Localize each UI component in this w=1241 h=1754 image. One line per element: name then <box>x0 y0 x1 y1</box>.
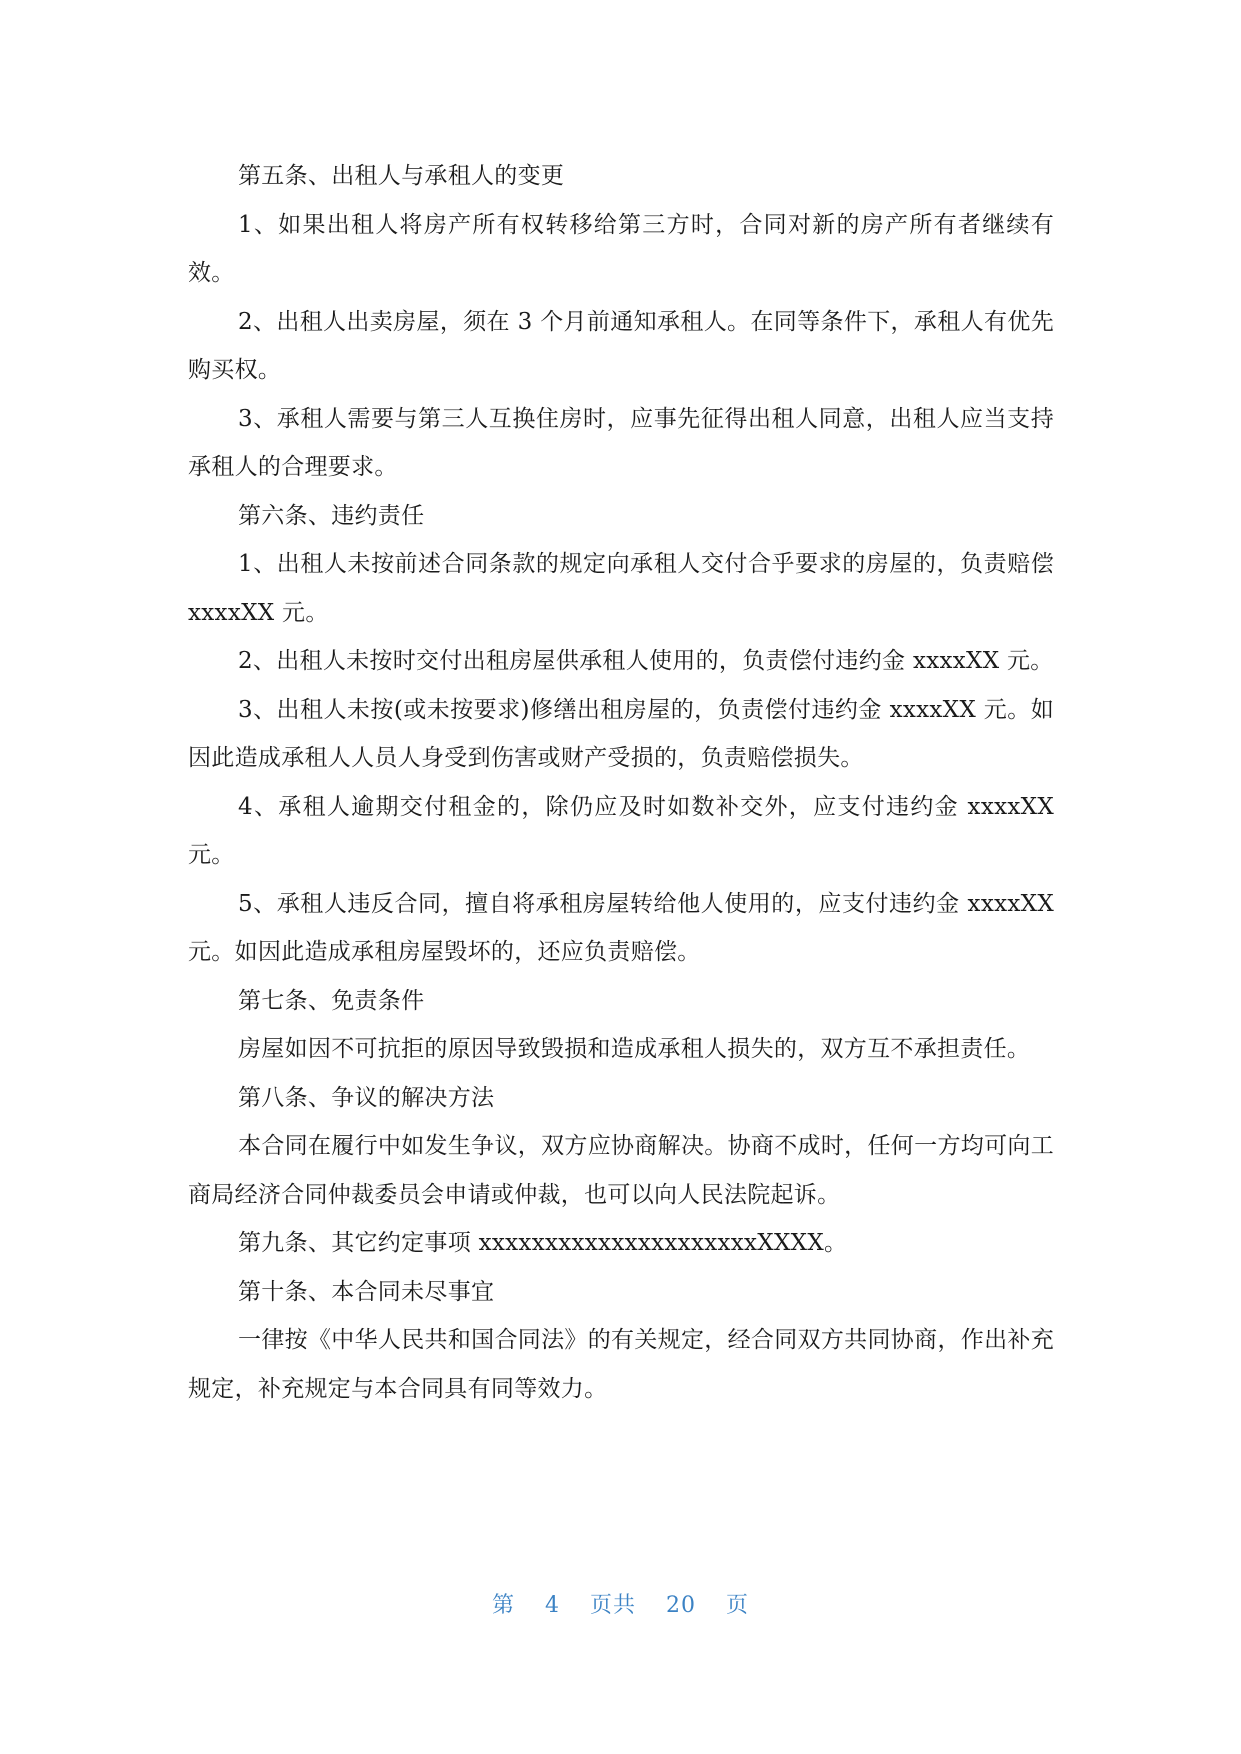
clause-paragraph: 5、承租人违反合同，擅自将承租房屋转给他人使用的，应支付违约金 xxxxXX 元。如因此造成承租房屋毁坏的，还应负责赔偿。 <box>188 890 1054 965</box>
section-heading-article-10: 第十条、本合同未尽事宜 <box>238 1278 495 1305</box>
section-heading-article-7: 第七条、免责条件 <box>238 987 425 1014</box>
clause-paragraph: 3、承租人需要与第三人互换住房时，应事先征得出租人同意，出租人应当支持承租人的合理要求。 <box>188 405 1054 480</box>
clause-paragraph: 1、如果出租人将房产所有权转移给第三方时，合同对新的房产所有者继续有效。 <box>188 211 1054 286</box>
section-heading-article-8: 第八条、争议的解决方法 <box>238 1084 495 1111</box>
page-number-footer <box>0 1588 1241 1619</box>
section-heading-article-6: 第六条、违约责任 <box>238 502 425 529</box>
total-pages-number: 20 <box>666 1593 696 1618</box>
section-heading-article-5: 第五条、出租人与承租人的变更 <box>238 163 565 189</box>
clause-paragraph: 2、出租人未按时交付出租房屋供承租人使用的，负责偿付违约金 xxxxXX 元。 <box>238 648 1054 674</box>
footer-prefix: 第 <box>491 1593 515 1618</box>
current-page-number: 4 <box>544 1593 560 1618</box>
document-body <box>188 152 1054 1413</box>
clause-paragraph: 3、出租人未按(或未按要求)修缮出租房屋的，负责偿付违约金 xxxxXX 元。如因此造成承租人人员人身受到伤害或财产受损的，负责赔偿损失。 <box>188 696 1054 771</box>
clause-paragraph: 1、出租人未按前述合同条款的规定向承租人交付合乎要求的房屋的，负责赔偿 xxxxXX 元。 <box>188 551 1054 626</box>
footer-middle: 页共 <box>589 1593 636 1618</box>
clause-paragraph: 4、承租人逾期交付租金的，除仍应及时如数补交外，应支付违约金 xxxxXX 元。 <box>188 793 1054 868</box>
clause-paragraph: 本合同在履行中如发生争议，双方应协商解决。协商不成时，任何一方均可向工商局经济合同仲裁委员会申请或仲裁，也可以向人民法院起诉。 <box>188 1133 1054 1208</box>
clause-paragraph: 一律按《中华人民共和国合同法》的有关规定，经合同双方共同协商，作出补充规定，补充规定与本合同具有同等效力。 <box>188 1327 1054 1402</box>
clause-paragraph: 2、出租人出卖房屋，须在 3 个月前通知承租人。在同等条件下，承租人有优先购买权。 <box>188 308 1054 383</box>
clause-paragraph: 房屋如因不可抗拒的原因导致毁损和造成承租人损失的，双方互不承担责任。 <box>238 1036 1031 1062</box>
section-heading-article-9: 第九条、其它约定事项 xxxxxxxxxxxxxxxxxxxxxXXXX。 <box>238 1230 848 1256</box>
footer-suffix: 页 <box>726 1593 750 1618</box>
